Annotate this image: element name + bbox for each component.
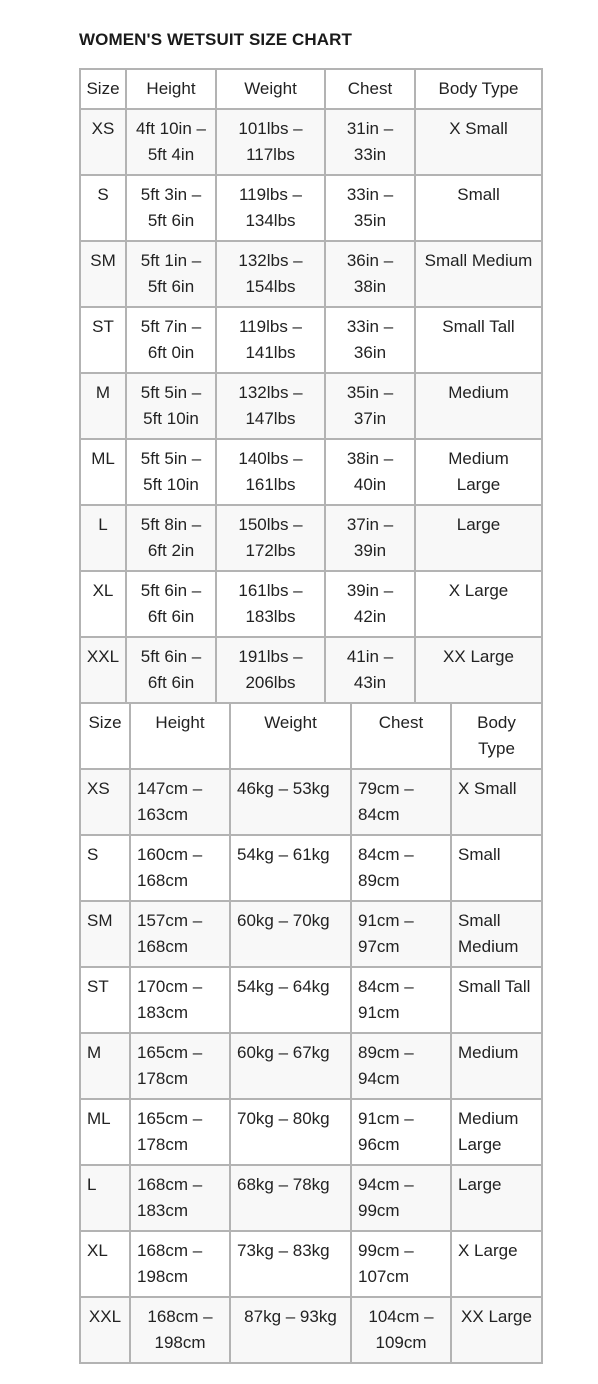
cell-chest: 33in – 36in [325, 307, 415, 373]
table-row [80, 1033, 542, 1099]
cell-height: 170cm – 183cm [130, 967, 230, 1033]
cell-chest: 37in – 39in [325, 505, 415, 571]
table-row [80, 109, 542, 175]
cell-body-type: Small Medium [415, 241, 542, 307]
cell-weight: 73kg – 83kg [230, 1231, 351, 1297]
cell-body-type: XX Large [451, 1297, 542, 1363]
cell-size: ML [80, 1099, 130, 1165]
cell-body-type: Large [415, 505, 542, 571]
header-size: Size [80, 703, 130, 769]
cell-body-type: X Large [415, 571, 542, 637]
cell-height: 147cm – 163cm [130, 769, 230, 835]
header-body-type: Body Type [415, 69, 542, 109]
cell-size: XL [80, 1231, 130, 1297]
cell-weight: 101lbs – 117lbs [216, 109, 325, 175]
cell-size: L [80, 505, 126, 571]
table-header-row [80, 69, 542, 109]
cell-weight: 87kg – 93kg [230, 1297, 351, 1363]
table-row [80, 373, 542, 439]
cell-weight: 60kg – 70kg [230, 901, 351, 967]
cell-chest: 36in – 38in [325, 241, 415, 307]
table-row [80, 637, 542, 703]
cell-size: ST [80, 967, 130, 1033]
cell-size: XS [80, 109, 126, 175]
cell-size: XL [80, 571, 126, 637]
metric-size-table [79, 702, 543, 1364]
cell-size: XS [80, 769, 130, 835]
cell-chest: 94cm – 99cm [351, 1165, 451, 1231]
cell-body-type: Medium Large [415, 439, 542, 505]
cell-size: M [80, 373, 126, 439]
cell-weight: 68kg – 78kg [230, 1165, 351, 1231]
cell-body-type: X Small [415, 109, 542, 175]
cell-chest: 84cm – 89cm [351, 835, 451, 901]
table-row [80, 175, 542, 241]
cell-size: SM [80, 241, 126, 307]
cell-weight: 132lbs – 154lbs [216, 241, 325, 307]
cell-weight: 119lbs – 134lbs [216, 175, 325, 241]
cell-height: 5ft 8in – 6ft 2in [126, 505, 216, 571]
cell-chest: 79cm – 84cm [351, 769, 451, 835]
cell-chest: 39in – 42in [325, 571, 415, 637]
cell-height: 5ft 6in – 6ft 6in [126, 637, 216, 703]
cell-size: L [80, 1165, 130, 1231]
cell-chest: 41in – 43in [325, 637, 415, 703]
table-row [80, 1231, 542, 1297]
cell-size: ML [80, 439, 126, 505]
cell-size: M [80, 1033, 130, 1099]
cell-chest: 91cm – 96cm [351, 1099, 451, 1165]
cell-body-type: Small Medium [451, 901, 542, 967]
cell-body-type: Small Tall [415, 307, 542, 373]
cell-weight: 150lbs – 172lbs [216, 505, 325, 571]
table-row [80, 439, 542, 505]
cell-weight: 60kg – 67kg [230, 1033, 351, 1099]
cell-weight: 54kg – 61kg [230, 835, 351, 901]
cell-weight: 119lbs – 141lbs [216, 307, 325, 373]
cell-weight: 46kg – 53kg [230, 769, 351, 835]
cell-body-type: Large [451, 1165, 542, 1231]
cell-chest: 38in – 40in [325, 439, 415, 505]
cell-height: 168cm – 183cm [130, 1165, 230, 1231]
table-row [80, 835, 542, 901]
table-row [80, 1297, 542, 1363]
cell-height: 168cm – 198cm [130, 1297, 230, 1363]
cell-size: S [80, 835, 130, 901]
cell-body-type: Medium [451, 1033, 542, 1099]
cell-weight: 132lbs – 147lbs [216, 373, 325, 439]
cell-height: 5ft 7in – 6ft 0in [126, 307, 216, 373]
cell-chest: 91cm – 97cm [351, 901, 451, 967]
cell-chest: 31in – 33in [325, 109, 415, 175]
cell-body-type: XX Large [415, 637, 542, 703]
cell-chest: 99cm – 107cm [351, 1231, 451, 1297]
table-row [80, 1099, 542, 1165]
cell-body-type: Medium [415, 373, 542, 439]
cell-height: 160cm – 168cm [130, 835, 230, 901]
cell-weight: 161lbs – 183lbs [216, 571, 325, 637]
cell-body-type: X Small [451, 769, 542, 835]
cell-size: XXL [80, 1297, 130, 1363]
table-header-row [80, 703, 542, 769]
cell-size: SM [80, 901, 130, 967]
cell-chest: 89cm – 94cm [351, 1033, 451, 1099]
header-height: Height [126, 69, 216, 109]
table-row [80, 505, 542, 571]
cell-body-type: Small [451, 835, 542, 901]
table-row [80, 571, 542, 637]
cell-height: 5ft 1in – 5ft 6in [126, 241, 216, 307]
cell-size: ST [80, 307, 126, 373]
cell-weight: 70kg – 80kg [230, 1099, 351, 1165]
cell-chest: 35in – 37in [325, 373, 415, 439]
table-row [80, 901, 542, 967]
header-height: Height [130, 703, 230, 769]
imperial-size-table [79, 68, 543, 704]
cell-height: 5ft 5in – 5ft 10in [126, 439, 216, 505]
header-body-type: Body Type [451, 703, 542, 769]
table-row [80, 241, 542, 307]
header-chest: Chest [351, 703, 451, 769]
table-row [80, 1165, 542, 1231]
header-chest: Chest [325, 69, 415, 109]
cell-weight: 140lbs – 161lbs [216, 439, 325, 505]
header-size: Size [80, 69, 126, 109]
table-row [80, 307, 542, 373]
cell-body-type: X Large [451, 1231, 542, 1297]
cell-height: 5ft 6in – 6ft 6in [126, 571, 216, 637]
header-weight: Weight [230, 703, 351, 769]
cell-height: 165cm – 178cm [130, 1033, 230, 1099]
cell-height: 168cm – 198cm [130, 1231, 230, 1297]
cell-height: 5ft 5in – 5ft 10in [126, 373, 216, 439]
cell-chest: 33in – 35in [325, 175, 415, 241]
cell-chest: 84cm – 91cm [351, 967, 451, 1033]
cell-body-type: Small Tall [451, 967, 542, 1033]
cell-size: XXL [80, 637, 126, 703]
cell-height: 4ft 10in – 5ft 4in [126, 109, 216, 175]
cell-chest: 104cm – 109cm [351, 1297, 451, 1363]
cell-weight: 191lbs – 206lbs [216, 637, 325, 703]
cell-height: 157cm – 168cm [130, 901, 230, 967]
page-title: WOMEN'S WETSUIT SIZE CHART [79, 30, 352, 49]
header-weight: Weight [216, 69, 325, 109]
table-row [80, 769, 542, 835]
cell-body-type: Small [415, 175, 542, 241]
table-row [80, 967, 542, 1033]
cell-size: S [80, 175, 126, 241]
cell-body-type: Medium Large [451, 1099, 542, 1165]
cell-height: 165cm – 178cm [130, 1099, 230, 1165]
cell-height: 5ft 3in – 5ft 6in [126, 175, 216, 241]
cell-weight: 54kg – 64kg [230, 967, 351, 1033]
